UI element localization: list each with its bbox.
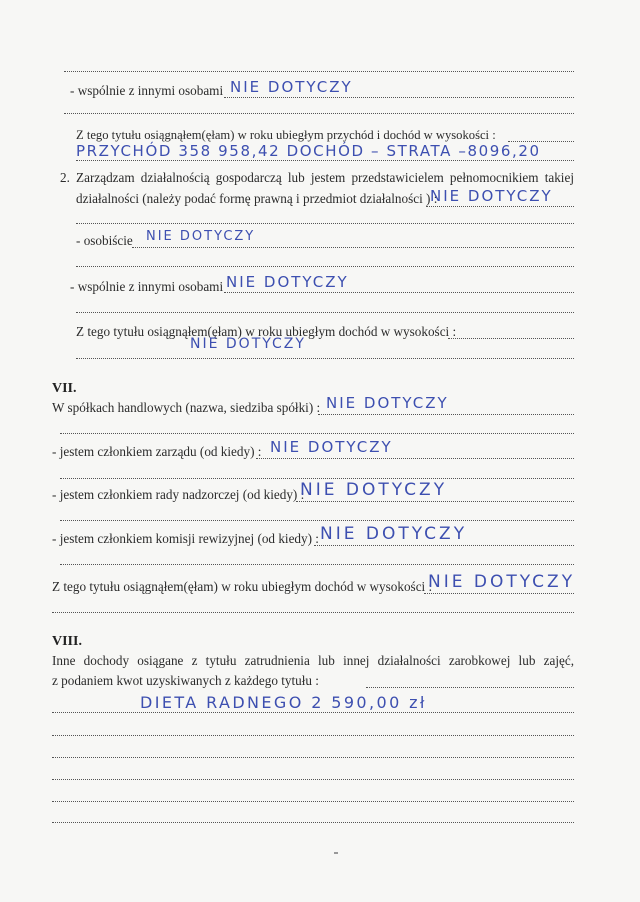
- income-vii-fill: [424, 593, 574, 594]
- blank-line: [52, 612, 574, 613]
- section8-line2: z podaniem kwot uzyskiwanych z każdego tytułu :: [52, 673, 319, 688]
- blank-line: [52, 757, 574, 758]
- board-value: NIE DOTYCZY: [270, 438, 393, 456]
- income-vii-label: Z tego tytułu osiągnąłem(ęłam) w roku ubiegłym dochód w wysokości :: [52, 579, 433, 594]
- section8-line2-fill: [366, 687, 574, 688]
- blank-line: [60, 564, 574, 565]
- blank-line: [76, 223, 574, 224]
- blank-line: [60, 433, 574, 434]
- audit-fill: [314, 545, 574, 546]
- income-value-fill: [76, 160, 574, 161]
- board-label: - jestem członkiem zarządu (od kiedy) :: [52, 444, 262, 459]
- income2-value-fill: [76, 358, 574, 359]
- section8-heading: VIII.: [52, 634, 82, 649]
- blank-line: [76, 312, 574, 313]
- section8-value-fill: [52, 712, 574, 713]
- personally-fill: [132, 247, 574, 248]
- item2-line2: działalności (należy podać formę prawną i przedmiot działalności ) :: [76, 191, 438, 206]
- blank-line: [64, 71, 574, 72]
- income2-label: Z tego tytułu osiągnąłem(ęłam) w roku ubiegłym dochód w wysokości :: [76, 324, 457, 339]
- section8-value: DIETA RADNEGO 2 590,00 zł: [140, 693, 427, 712]
- section8-line1: Inne dochody osiągane z tytułu zatrudnienia lub innej działalności zarobkowej lub zajęć,: [52, 653, 574, 668]
- blank-line: [60, 520, 574, 521]
- supervisory-fill: [296, 501, 574, 502]
- blank-line: [52, 822, 574, 823]
- board-fill: [256, 458, 574, 459]
- jointly-fill: [224, 97, 574, 98]
- jointly2-fill: [224, 292, 574, 293]
- item2-fill: [426, 206, 574, 207]
- jointly2-label: - wspólnie z innymi osobami: [70, 279, 224, 294]
- jointly-label: - wspólnie z innymi osobami: [70, 83, 224, 98]
- scan-mark: [334, 852, 338, 854]
- jointly-value: NIE DOTYCZY: [230, 78, 353, 96]
- blank-line: [52, 801, 574, 802]
- companies-label: W spółkach handlowych (nazwa, siedziba spółki) :: [52, 400, 321, 415]
- item2-value: NIE DOTYCZY: [430, 187, 553, 205]
- companies-value: NIE DOTYCZY: [326, 394, 449, 412]
- companies-fill: [318, 414, 574, 415]
- supervisory-label: - jestem członkiem rady nadzorczej (od kiedy) :: [52, 487, 305, 502]
- blank-line: [52, 779, 574, 780]
- personally-label: - osobiście: [76, 233, 133, 248]
- income-label: Z tego tytułu osiągnąłem(ęłam) w roku ubiegłym przychód i dochód w wysokości :: [76, 128, 496, 142]
- income-vii-value: NIE DOTYCZY: [428, 572, 576, 592]
- income2-value: NIE DOTYCZY: [190, 336, 306, 352]
- section7-heading: VII.: [52, 381, 77, 396]
- blank-line: [60, 478, 574, 479]
- blank-line: [64, 113, 574, 114]
- item2-line1: 2. Zarządzam działalnością gospodarczą lub jestem przedstawicielem pełnomocnikiem takiej: [60, 170, 574, 185]
- audit-value: NIE DOTYCZY: [320, 524, 468, 544]
- supervisory-value: NIE DOTYCZY: [300, 480, 448, 500]
- audit-label: - jestem członkiem komisji rewizyjnej (od kiedy) :: [52, 531, 319, 546]
- income-value: PRZYCHÓD 358 958,42 DOCHÓD – STRATA –8096,20: [76, 142, 541, 160]
- personally-value: NIE DOTYCZY: [146, 229, 256, 244]
- blank-line: [52, 735, 574, 736]
- jointly2-value: NIE DOTYCZY: [226, 273, 349, 291]
- blank-line: [76, 266, 574, 267]
- income2-fill: [448, 338, 574, 339]
